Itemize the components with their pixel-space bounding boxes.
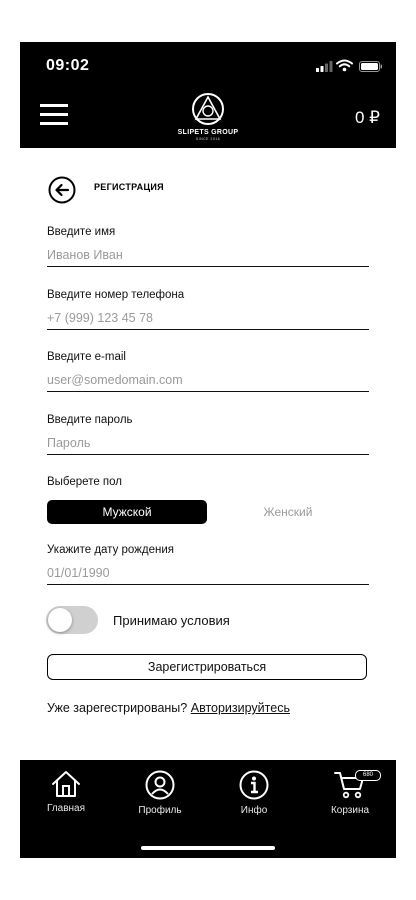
- tab-cart-label: Корзина: [330, 805, 370, 816]
- toggle-knob: [48, 608, 72, 632]
- tab-home[interactable]: [31, 770, 101, 814]
- menu-line: [40, 104, 68, 107]
- login-link[interactable]: Авторизируйтесь: [190, 701, 290, 715]
- register-button[interactable]: Зарегистрироваться: [47, 654, 367, 680]
- tab-profile-label: Профиль: [138, 805, 182, 816]
- profile-icon: [145, 770, 175, 800]
- logo-emblem-icon: [191, 92, 225, 126]
- info-icon: [239, 770, 269, 800]
- app-header: [20, 88, 396, 148]
- status-time: 09:02: [46, 57, 90, 74]
- tab-cart[interactable]: [315, 770, 385, 816]
- birthdate-input[interactable]: [47, 562, 369, 585]
- tab-info[interactable]: [219, 770, 289, 816]
- phone-input[interactable]: [47, 307, 369, 330]
- phone-screen: [20, 42, 396, 858]
- phone-label: Введите номер телефона: [47, 289, 185, 301]
- gender-female-button[interactable]: Женский: [263, 505, 313, 519]
- home-icon: [51, 770, 81, 798]
- email-input[interactable]: [47, 369, 369, 392]
- password-input[interactable]: [47, 432, 369, 455]
- brand-logo[interactable]: [176, 92, 240, 142]
- email-label: Введите e-mail: [47, 351, 126, 363]
- home-indicator[interactable]: [141, 846, 275, 850]
- menu-line: [40, 113, 68, 116]
- menu-button[interactable]: [40, 104, 68, 126]
- registration-form: [20, 148, 396, 760]
- gender-male-button[interactable]: Мужской: [47, 500, 207, 524]
- logo-subtitle: SINCE 2016: [195, 137, 221, 141]
- login-prompt-row: [47, 701, 290, 715]
- password-label: Введите пароль: [47, 414, 133, 426]
- name-label: Введите имя: [47, 226, 116, 238]
- terms-toggle[interactable]: [46, 606, 98, 634]
- cellular-signal-icon: [316, 61, 333, 72]
- status-bar: [20, 42, 396, 88]
- battery-icon: [359, 61, 383, 72]
- back-arrow-icon[interactable]: [48, 176, 76, 204]
- bottom-tab-bar: [20, 760, 396, 858]
- wifi-icon: [336, 59, 353, 72]
- logo-title: SLIPETS GROUP: [177, 129, 239, 136]
- page-title: РЕГИСТРАЦИЯ: [94, 182, 164, 192]
- login-prompt: Уже зарегестрированы?: [47, 701, 188, 715]
- cart-badge: 680: [355, 770, 381, 781]
- birthdate-label: Укажите дату рождения: [47, 544, 174, 556]
- tab-home-label: Главная: [46, 803, 86, 814]
- tab-profile[interactable]: [125, 770, 195, 816]
- gender-selector: [47, 500, 369, 524]
- cart-total[interactable]: 0 ₽: [355, 108, 380, 127]
- gender-label: Выберете пол: [47, 476, 123, 488]
- terms-label: Принимаю условия: [113, 613, 230, 628]
- tab-info-label: Инфо: [240, 805, 268, 816]
- menu-line: [40, 122, 68, 125]
- name-input[interactable]: [47, 244, 369, 267]
